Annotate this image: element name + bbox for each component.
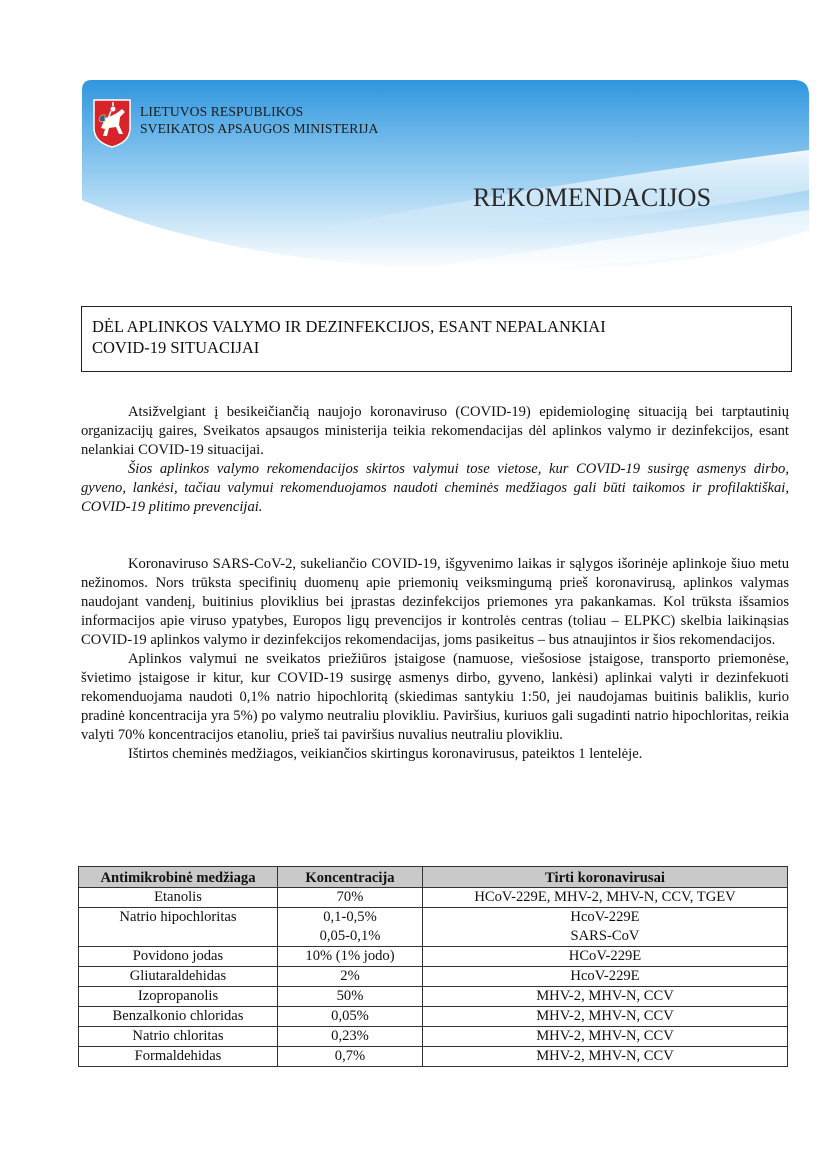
cell-substance: Natrio chloritas	[79, 1027, 278, 1047]
cell-substance: Izopropanolis	[79, 987, 278, 1007]
paragraph-intro: Atsižvelgiant į besikeičiančią naujojo koronaviruso (COVID-19) epidemiologinę situaciją bei tarptautinių organizacijų gaires, Sveikatos apsaugos ministerija teikia rekomendacijas dėl aplinkos valymo ir dezinfekcijos, esant nelankiai COVID-19 situacijai.	[81, 404, 789, 458]
table-row	[79, 888, 788, 908]
table-header-row	[79, 867, 788, 888]
table-row	[79, 908, 788, 947]
cell-viruses-line-1: HcoV-229E	[570, 909, 640, 925]
cell-substance: Formaldehidas	[79, 1047, 278, 1067]
cell-concentration: 70%	[278, 888, 423, 908]
paragraph-coronavirus: Koronaviruso SARS-CoV-2, sukeliančio COVID-19, išgyvenimo laikas ir sąlygos išorinėje aplinkoje šiuo metu nežinomos. Nors trūksta specifinių duomenų apie priemonių veiksmingumą prieš koronavirusą, aplinkos valymas naudojant vandenį, buitinius ploviklius bei įprastas dezinfekcijos priemones yra pakankamas. Kol trūksta išsamios informacijos apie viruso ypatybes, Europos ligų prevencijos ir kontrolės centras (toliau – ELPKC) skelbia laikinąsias COVID-19 aplinkos valymo ir dezinfekcijos rekomendacijas, joms pasikeitus – bus atnaujintos ir šios rekomendacijos.	[81, 556, 789, 648]
cell-substance: Benzalkonio chloridas	[79, 1007, 278, 1027]
cell-viruses: MHV-2, MHV-N, CCV	[423, 987, 788, 1007]
cell-viruses	[423, 908, 788, 947]
cell-concentration	[278, 908, 423, 947]
cell-concentration: 0,7%	[278, 1047, 423, 1067]
banner-title: REKOMENDACIJOS	[473, 183, 712, 212]
cell-substance: Povidono jodas	[79, 947, 278, 967]
ministry-line-1: LIETUVOS RESPUBLIKOS	[140, 104, 304, 119]
paragraph-table-ref: Ištirtos cheminės medžiagos, veikiančios skirtingus koronavirusus, pateiktos 1 lentelėje.	[128, 746, 643, 762]
cell-concentration: 50%	[278, 987, 423, 1007]
document-body	[81, 403, 789, 764]
cell-concentration: 2%	[278, 967, 423, 987]
cell-viruses: HcoV-229E	[423, 967, 788, 987]
table-row	[79, 967, 788, 987]
cell-substance: Etanolis	[79, 888, 278, 908]
table-row	[79, 1047, 788, 1067]
paragraph-cleaning: Aplinkos valymui ne sveikatos priežiūros įstaigose (namuose, viešosiose įstaigose, transporto priemonėse, švietimo įstaigose ir kitur, kur COVID-19 susirgę asmenys dirbo, gyveno, lankėsi) aplinkai valyti ir dezinfekuoti rekomenduojama naudoti 0,1% natrio hipochloritą (skiedimas santykiu 1:50, jei naudojamas buitinis baliklis, kurio pradinė koncentracija yra 5%) po valymo neutraliu plovikliu. Paviršius, kuriuos gali sugadinti natrio hipochloritas, reikia valyti 70% koncentracijos etanoliu, prieš tai paviršius nuvalius neutraliu plovikliu.	[81, 651, 789, 743]
cell-concentration: 10% (1% jodo)	[278, 947, 423, 967]
ministry-line-2: SVEIKATOS APSAUGOS MINISTERIJA	[140, 121, 379, 136]
table-row	[79, 1027, 788, 1047]
table-row	[79, 987, 788, 1007]
header-substance: Antimikrobinė medžiaga	[79, 867, 278, 888]
cell-viruses: HCoV-229E, MHV-2, MHV-N, CCV, TGEV	[423, 888, 788, 908]
ministry-name	[140, 103, 378, 137]
cell-substance: Gliutaraldehidas	[79, 967, 278, 987]
crest-icon	[92, 98, 132, 148]
cell-viruses: MHV-2, MHV-N, CCV	[423, 1007, 788, 1027]
cell-viruses: HCoV-229E	[423, 947, 788, 967]
cell-concentration-line-2: 0,05-0,1%	[319, 928, 381, 944]
cell-concentration: 0,23%	[278, 1027, 423, 1047]
document-title-box	[81, 306, 792, 372]
document-title-line-2: COVID-19 SITUACIJAI	[92, 338, 260, 357]
paragraph-spacer	[81, 517, 789, 555]
document-title	[92, 316, 606, 358]
cell-substance: Natrio hipochloritas	[79, 908, 278, 947]
table-row	[79, 1007, 788, 1027]
cell-concentration-line-1: 0,1-0,5%	[323, 909, 377, 925]
cell-viruses: MHV-2, MHV-N, CCV	[423, 1027, 788, 1047]
cell-viruses: MHV-2, MHV-N, CCV	[423, 1047, 788, 1067]
header-concentration: Koncentracija	[278, 867, 423, 888]
substances-table	[78, 866, 788, 1067]
table-row	[79, 947, 788, 967]
document-title-line-1: DĖL APLINKOS VALYMO IR DEZINFEKCIJOS, ESANT NEPALANKIAI	[92, 317, 606, 336]
cell-viruses-line-2: SARS-CoV	[570, 928, 640, 944]
paragraph-scope-italic: Šios aplinkos valymo rekomendacijos skirtos valymui tose vietose, kur COVID-19 susirgę asmenys dirbo, gyveno, lankėsi, tačiau valymui rekomenduojamos naudoti cheminės medžiagos gali būti taikomos ir profilaktiškai, COVID-19 plitimo prevencijai.	[81, 461, 789, 515]
cell-concentration: 0,05%	[278, 1007, 423, 1027]
header-viruses: Tirti koronavirusai	[423, 867, 788, 888]
